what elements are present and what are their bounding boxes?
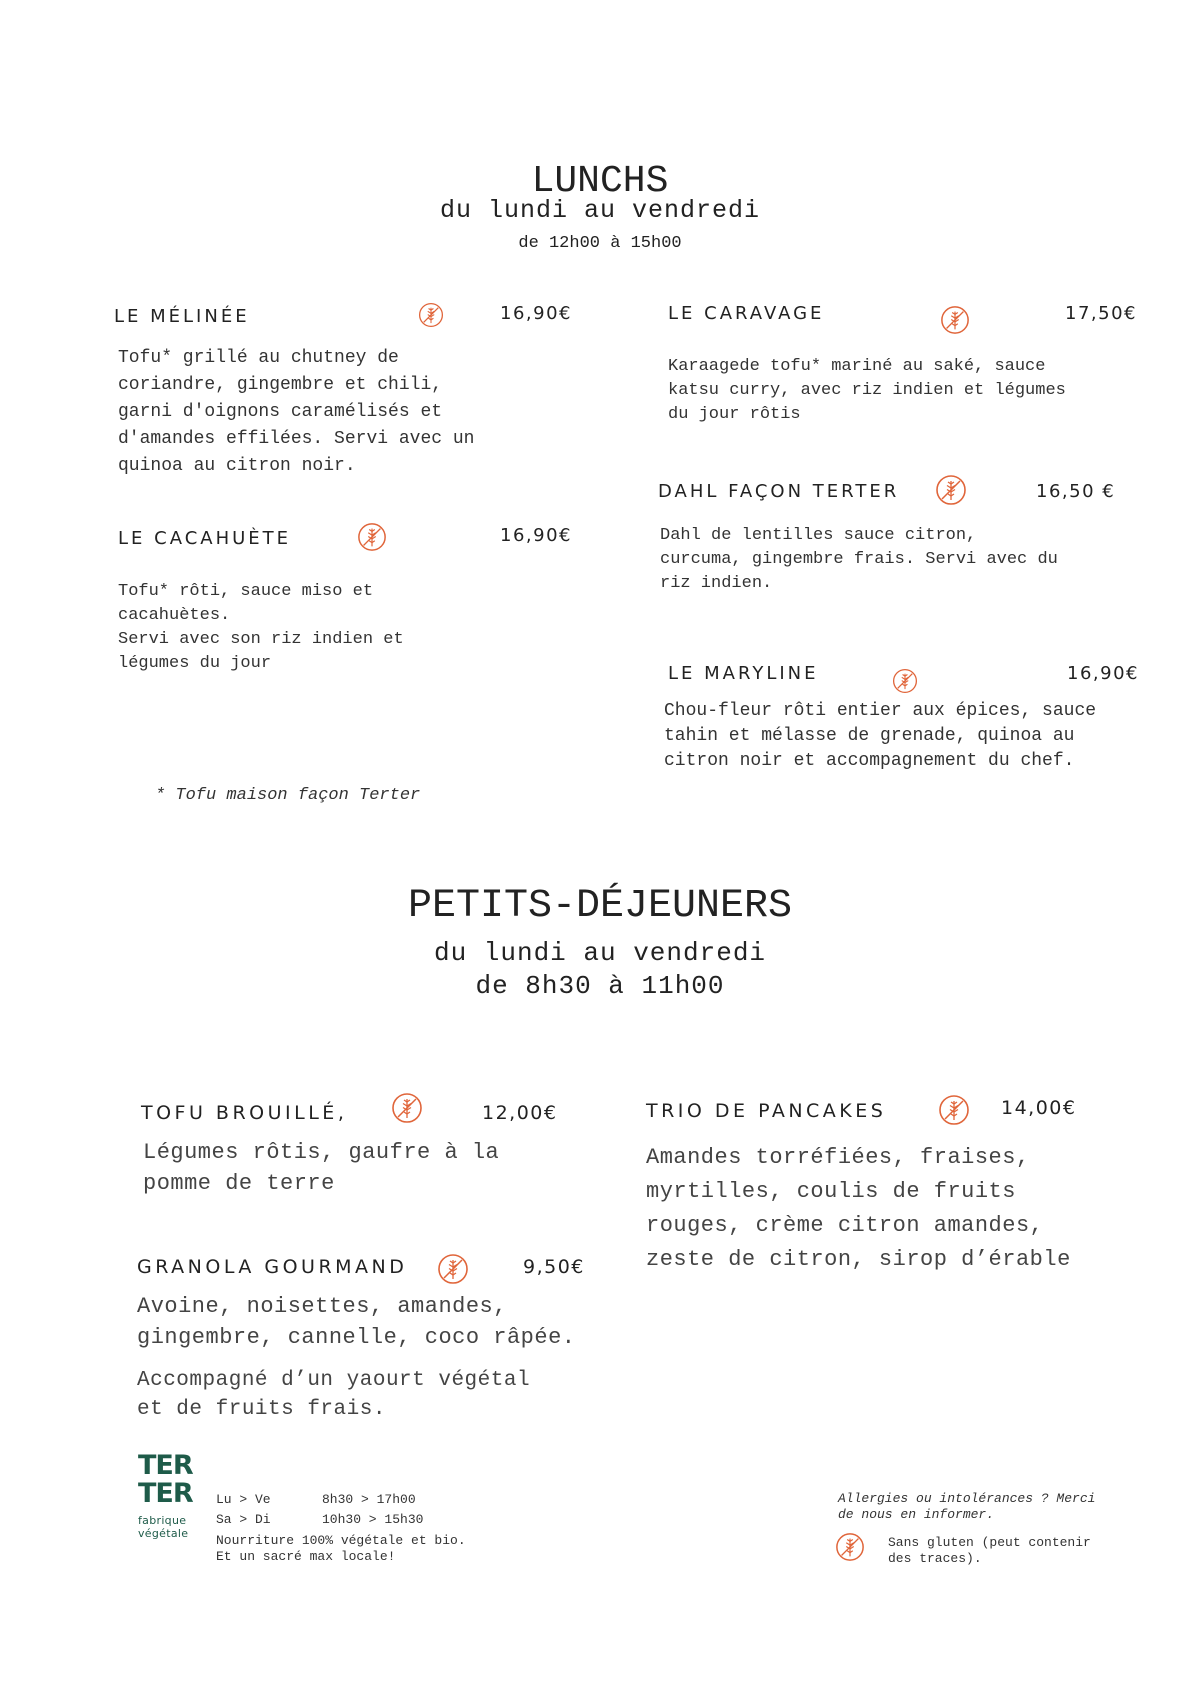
dish-description: Tofu* grillé au chutney de coriandre, gingembre et chili, garni d'oignons caramélisés et d'amandes effilées. Servi avec un quinoa au citron noir. — [118, 348, 475, 476]
dish-price: 12,00€ — [482, 1102, 558, 1124]
dish-description-extra: Accompagné d’un yaourt végétal et de fruits frais. — [137, 1369, 531, 1421]
legend-text: des traces). — [888, 1551, 982, 1566]
dish-description: Dahl de lentilles sauce citron, curcuma, gingembre frais. Servi avec du riz indien. — [660, 526, 1058, 593]
gluten-free-icon — [938, 1094, 970, 1126]
dish-description: Légumes rôtis, gaufre à la pomme de terre — [143, 1140, 500, 1196]
dish-name: TOFU BROUILLÉ, — [141, 1102, 348, 1124]
dish-name: LE CARAVAGE — [668, 303, 825, 324]
gluten-free-icon — [391, 1092, 423, 1124]
footer-tagline: Et un sacré max locale! — [216, 1549, 396, 1564]
dish-price: 14,00€ — [1001, 1097, 1077, 1119]
lunchs-title: LUNCHS — [531, 160, 669, 203]
allergy-note: de nous en informer. — [838, 1507, 995, 1522]
dish-description: Karaagede tofu* mariné au saké, sauce katsu curry, avec riz indien et légumes du jour rôtis — [668, 357, 1066, 424]
lunchs-subtitle: du lundi au vendredi — [439, 196, 761, 225]
dish-name: GRANOLA GOURMAND — [137, 1256, 408, 1278]
logo-line: TER — [138, 1450, 193, 1481]
gluten-free-icon — [437, 1253, 469, 1285]
allergy-note: Allergies ou intolérances ? Merci — [838, 1491, 1096, 1506]
dish-price: 17,50€ — [1065, 303, 1137, 324]
breakfast-title: PETITS-DÉJEUNERS — [407, 884, 793, 929]
dish-name: LE MARYLINE — [668, 663, 819, 684]
dish-price: 16,90€ — [500, 303, 572, 324]
dish-name: LE MÉLINÉE — [114, 306, 250, 327]
gluten-free-icon — [357, 522, 387, 552]
logo-line: TER — [138, 1478, 193, 1509]
lunchs-hours: de 12h00 à 15h00 — [518, 234, 682, 253]
dish-price: 16,90€ — [500, 525, 572, 546]
gluten-free-icon — [935, 474, 967, 506]
footer-tagline: Nourriture 100% végétale et bio. — [216, 1533, 466, 1548]
dish-price: 16,90€ — [1067, 663, 1139, 684]
gluten-free-icon — [940, 305, 970, 335]
logo-tagline: végétale — [138, 1527, 189, 1540]
dish-description: Chou-fleur rôti entier aux épices, sauce tahin et mélasse de grenade, quinoa au citron noir et accompagnement du chef. — [664, 701, 1097, 771]
dish-name: LE CACAHUÈTE — [118, 528, 292, 549]
breakfast-hours: de 8h30 à 11h00 — [475, 971, 725, 1001]
dish-price: 9,50€ — [523, 1256, 585, 1278]
dish-name: DAHL FAÇON TERTER — [658, 481, 900, 502]
hours-days: Sa > Di — [216, 1512, 271, 1527]
dish-description: Amandes torréfiées, fraises, myrtilles, coulis de fruits rouges, crème citron amandes, zeste de citron, sirop d’érable — [646, 1145, 1071, 1272]
gluten-free-icon — [418, 302, 444, 328]
hours-time: 10h30 > 15h30 — [322, 1512, 424, 1527]
gluten-free-icon — [835, 1532, 865, 1562]
hours-days: Lu > Ve — [216, 1492, 271, 1507]
hours-time: 8h30 > 17h00 — [322, 1492, 416, 1507]
dish-name: TRIO DE PANCAKES — [646, 1100, 887, 1122]
tofu-note: * Tofu maison façon Terter — [155, 786, 421, 805]
dish-description: Tofu* rôti, sauce miso et cacahuètes. Servi avec son riz indien et légumes du jour — [118, 582, 404, 673]
gluten-free-icon — [892, 668, 918, 694]
breakfast-subtitle: du lundi au vendredi — [433, 938, 767, 968]
terter-logo — [138, 1452, 198, 1540]
legend-text: Sans gluten (peut contenir — [888, 1535, 1091, 1550]
dish-price: 16,50 € — [1036, 481, 1116, 502]
logo-tagline: fabrique — [138, 1514, 187, 1527]
dish-description: Avoine, noisettes, amandes, gingembre, cannelle, coco râpée. — [137, 1294, 576, 1350]
